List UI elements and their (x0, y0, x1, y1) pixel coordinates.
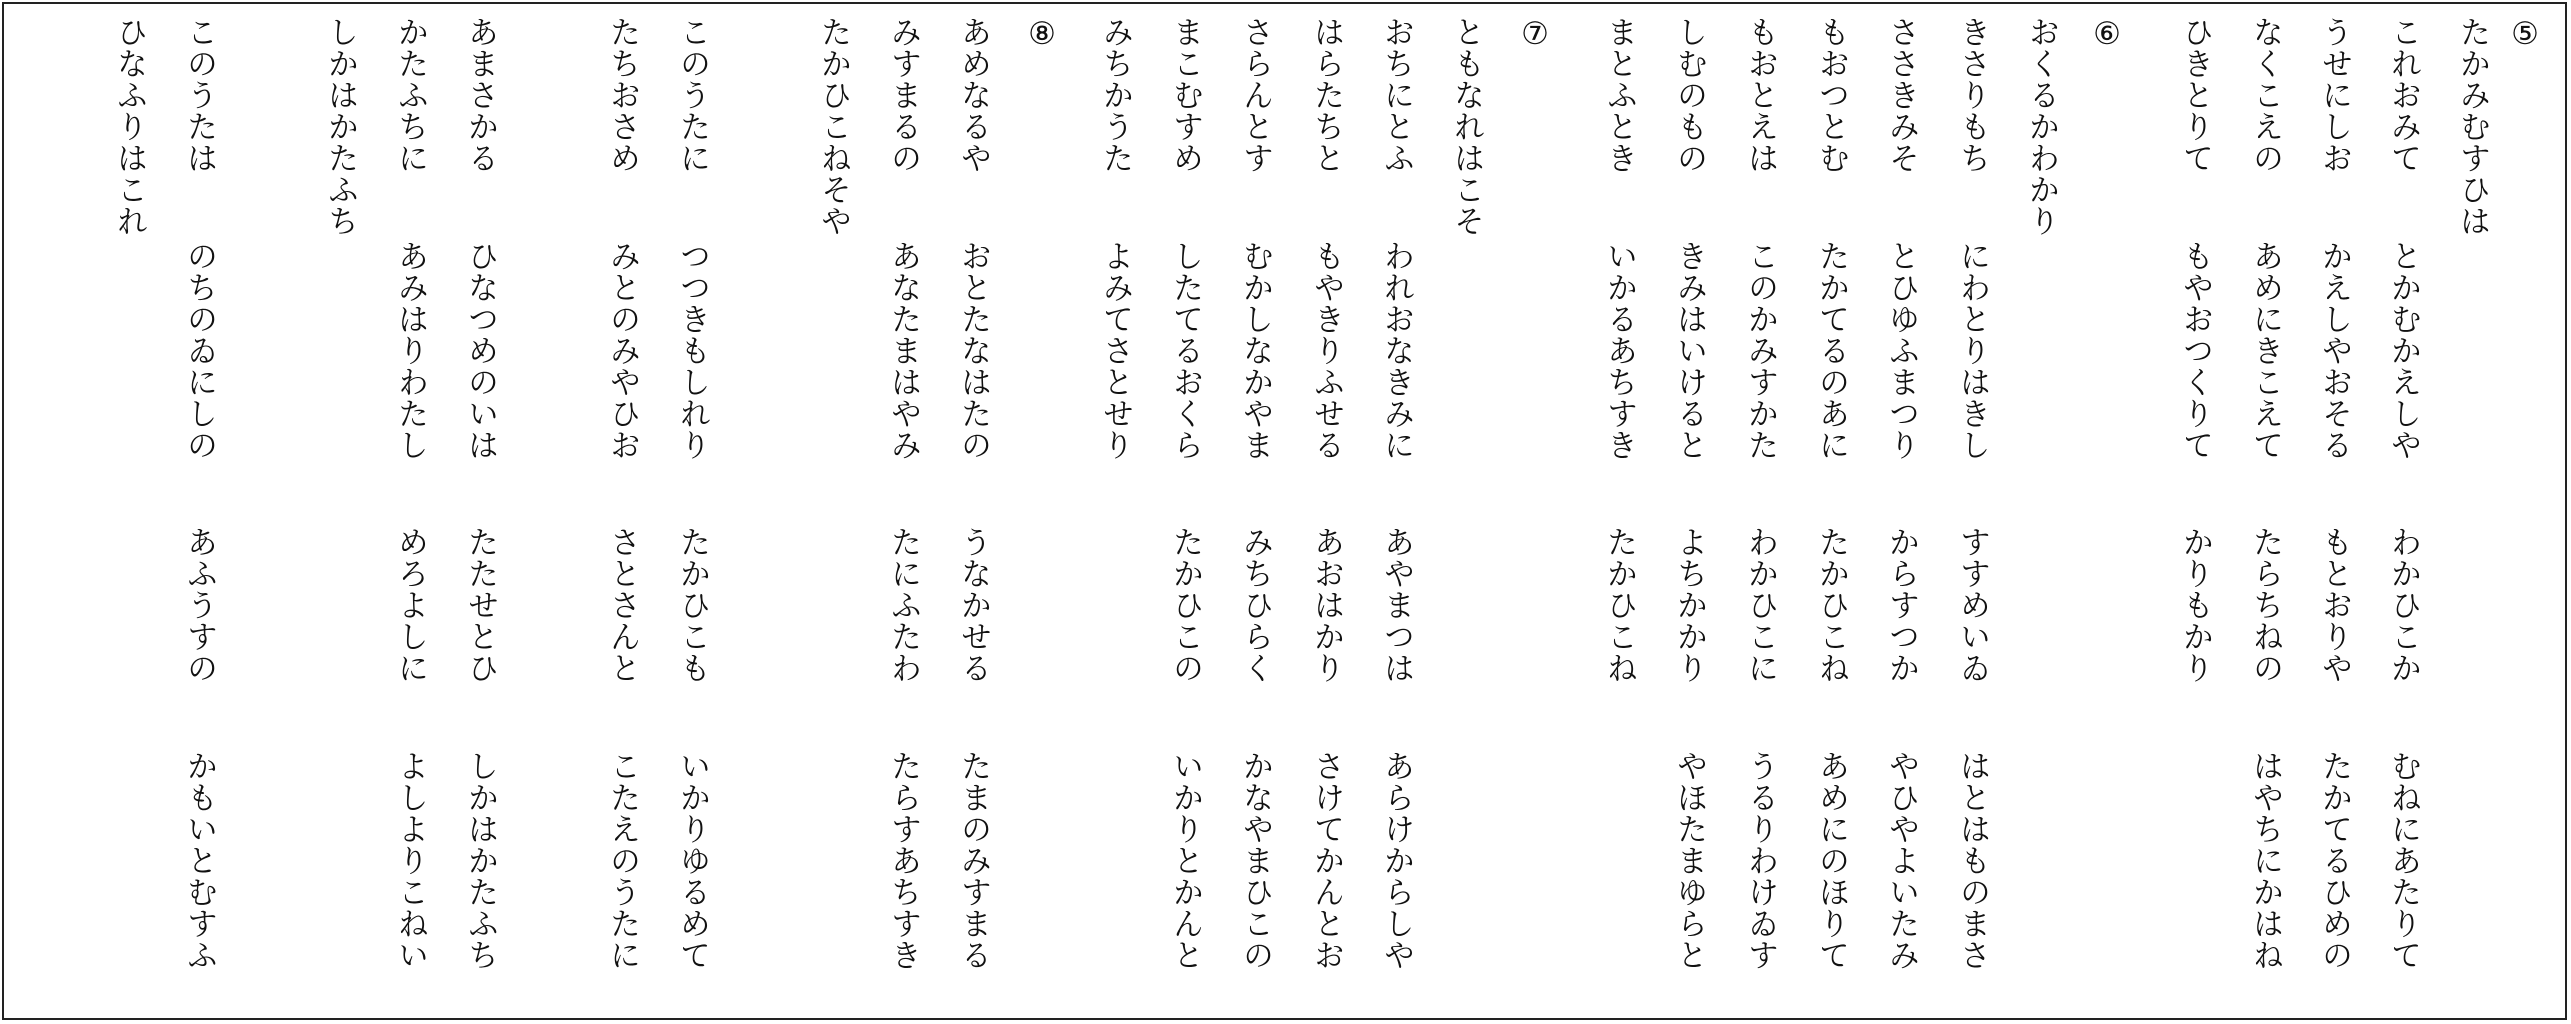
verse-column (1301, 16, 1351, 1016)
verse-segment: もおとえは (1742, 16, 1778, 174)
verse-segment: おとたなはたの (955, 239, 991, 460)
document-page (2, 2, 2567, 1020)
verse-segment: やひやよいたみ (1883, 749, 1919, 970)
verse-column (174, 16, 224, 1016)
verse-segment: とひゆふまつり (1883, 239, 1919, 460)
verse-segment: こたえのうたに (604, 749, 640, 970)
verse-segment: ⑦ (1517, 16, 1553, 53)
verse-column (1664, 16, 1714, 1016)
verse-segment: めろよしに (392, 526, 428, 684)
verse-segment: なくこえの (2247, 16, 2283, 174)
verse-segment: はやちにかはね (2247, 749, 2283, 970)
verse-column (1594, 16, 1644, 1016)
verse-segment: これおみて (2385, 16, 2421, 174)
verse-segment: みちひらく (1237, 526, 1273, 684)
verse-segment: たにふたわ (885, 526, 921, 684)
verse-column (878, 16, 928, 1016)
verse-segment: もとおりや (2316, 526, 2352, 684)
verse-segment: しかはかたふち (322, 16, 358, 237)
verse-segment: このかみすかた (1742, 239, 1778, 460)
verse-segment: のちのゐにしの (181, 239, 217, 460)
verse-segment: むかしなかやま (1237, 239, 1273, 460)
verse-segment: あめにきこえて (2247, 239, 2283, 460)
verse-segment: うせにしお (2316, 16, 2352, 174)
verse-column (2240, 16, 2290, 1016)
verse-segment: むねにあたりて (2385, 749, 2421, 970)
section-marker (2082, 16, 2132, 1016)
verse-segment: みすまるの (885, 16, 921, 174)
verse-segment: つつきもしれり (674, 239, 710, 460)
verse-segment: もやきりふせる (1308, 239, 1344, 460)
verse-segment: みちかうた (1097, 16, 1133, 174)
verse-column (1806, 16, 1856, 1016)
verse-segment: たかみむすひは (2454, 16, 2490, 237)
verse-segment: たらすあちすき (885, 749, 921, 970)
verse-segment: ひなつめのいは (462, 239, 498, 460)
verse-segment: さらんとす (1237, 16, 1273, 174)
verse-segment: よちかかり (1671, 526, 1707, 684)
verse-segment: あまさかる (462, 16, 498, 174)
verse-column (315, 16, 365, 1016)
verse-column (385, 16, 435, 1016)
verse-segment: たかてるひめの (2316, 749, 2352, 970)
verse-segment: たたせとひ (462, 526, 498, 684)
verse-segment: しかはかたふち (462, 749, 498, 970)
verse-segment: たかひこも (674, 526, 710, 684)
verse-segment: わかひこか (2385, 526, 2421, 684)
verse-segment: おちにとふ (1378, 16, 1414, 174)
verse-segment: かりもかり (2177, 526, 2213, 684)
verse-segment: いかるあちすき (1601, 239, 1637, 460)
verse-column (2170, 16, 2220, 1016)
verse-segment: ひなふりはこれ (111, 16, 147, 237)
verse-column (2378, 16, 2428, 1016)
verse-column (1441, 16, 1491, 1016)
verse-column (1735, 16, 1785, 1016)
verse-segment: ささきみそ (1883, 16, 1919, 174)
verse-segment: ⑥ (2089, 16, 2125, 53)
verse-column (2309, 16, 2359, 1016)
verse-segment: あなたまはやみ (885, 239, 921, 460)
verse-segment: うるりわけゐす (1742, 749, 1778, 970)
verse-segment: ⑧ (1024, 16, 1060, 53)
verse-segment: おくるかわかり (2023, 16, 2059, 237)
verse-segment: まこむすめ (1167, 16, 1203, 174)
verse-segment: わかひこに (1742, 526, 1778, 684)
verse-segment: やほたまゆらと (1671, 749, 1707, 970)
verse-segment: いかりゆるめて (674, 749, 710, 970)
verse-segment: よしよりこねい (392, 749, 428, 970)
verse-segment: あやまつは (1378, 526, 1414, 684)
verse-column (667, 16, 717, 1016)
verse-column (2016, 16, 2066, 1016)
verse-column (455, 16, 505, 1016)
verse-column (808, 16, 858, 1016)
verse-segment: あふうすの (181, 526, 217, 684)
verse-segment: あめにのほりて (1813, 749, 1849, 970)
verse-segment: ともなれはこそ (1448, 16, 1484, 237)
verse-column (2447, 16, 2497, 1016)
verse-column (1947, 16, 1997, 1016)
verse-segment: いかりとかんと (1167, 749, 1203, 970)
verse-segment: とかむかえしや (2385, 239, 2421, 460)
verse-column (1090, 16, 1140, 1016)
verse-segment: あめなるや (955, 16, 991, 174)
verse-column (948, 16, 998, 1016)
verse-column (1160, 16, 1210, 1016)
verse-segment: かなやまひこの (1237, 749, 1273, 970)
verse-segment: かたふちに (392, 16, 428, 174)
section-marker (1017, 16, 1067, 1016)
verse-segment: たちおさめ (604, 16, 640, 174)
verse-segment: にわとりはきし (1954, 239, 1990, 460)
verse-segment: あらけからしや (1378, 749, 1414, 970)
section-marker (1510, 16, 1560, 1016)
verse-segment: さけてかんとお (1308, 749, 1344, 970)
verse-segment: ⑤ (2507, 16, 2543, 53)
verse-column (597, 16, 647, 1016)
verse-segment: しむのもの (1671, 16, 1707, 174)
verse-segment: きさりもち (1954, 16, 1990, 174)
verse-column (1371, 16, 1421, 1016)
verse-segment: たかひこね (1813, 526, 1849, 684)
verse-segment: かもいとむすふ (181, 749, 217, 970)
verse-segment: はとはものまさ (1954, 749, 1990, 970)
verse-column (1876, 16, 1926, 1016)
verse-segment: きみはいけると (1671, 239, 1707, 460)
verse-segment: かえしやおそる (2316, 239, 2352, 460)
verse-segment: もやおつくりて (2177, 239, 2213, 460)
verse-column (1230, 16, 1280, 1016)
verse-segment: たかてるのあに (1813, 239, 1849, 460)
verse-segment: みとのみやひお (604, 239, 640, 460)
verse-segment: あおはかり (1308, 526, 1344, 684)
verse-segment: たかひこねそや (815, 16, 851, 237)
verse-segment: さとさんと (604, 526, 640, 684)
verse-segment: はらたちと (1308, 16, 1344, 174)
verse-segment: このうたは (181, 16, 217, 174)
verse-segment: よみてさとせり (1097, 239, 1133, 460)
verse-segment: うなかせる (955, 526, 991, 684)
verse-column (104, 16, 154, 1016)
verse-segment: すすめいゐ (1954, 526, 1990, 684)
verse-segment: われおなきみに (1378, 239, 1414, 460)
verse-segment: たかひこの (1167, 526, 1203, 684)
verse-segment: もおつとむ (1813, 16, 1849, 174)
verse-segment: たまのみすまる (955, 749, 991, 970)
verse-segment: たかひこね (1601, 526, 1637, 684)
verse-segment: このうたに (674, 16, 710, 174)
verse-segment: あみはりわたし (392, 239, 428, 460)
verse-segment: ひきとりて (2177, 16, 2213, 174)
verse-segment: したてるおくら (1167, 239, 1203, 460)
section-marker (2500, 16, 2550, 1016)
verse-segment: からすつか (1883, 526, 1919, 684)
verse-segment: たらちねの (2247, 526, 2283, 684)
verse-segment: まとふとき (1601, 16, 1637, 174)
